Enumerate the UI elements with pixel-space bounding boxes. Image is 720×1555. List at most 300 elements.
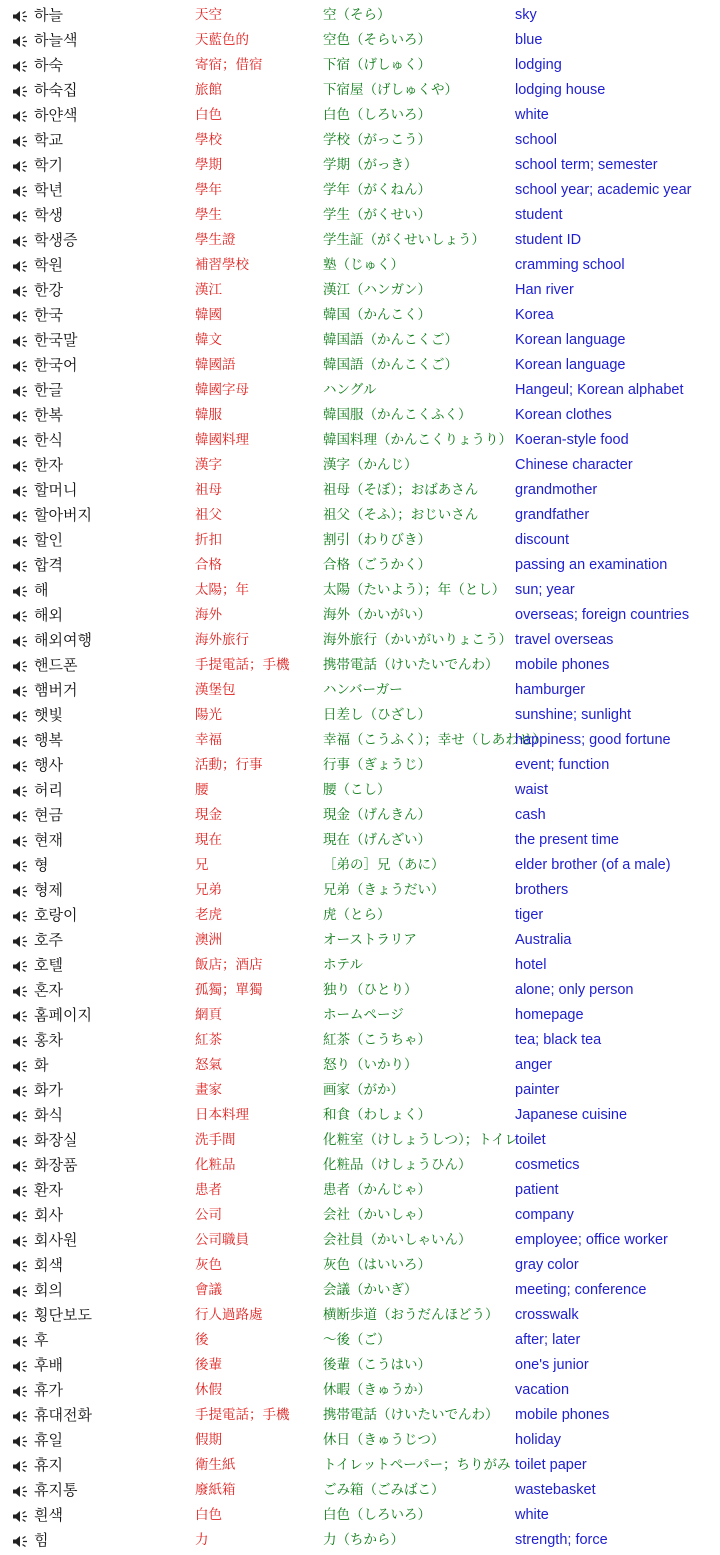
korean-word: 홍차 bbox=[34, 1031, 63, 1049]
hanja-word: 白色 bbox=[195, 107, 222, 123]
hanja-word: 行人過路處 bbox=[195, 1307, 263, 1323]
english-meaning: Koeran-style food bbox=[515, 432, 629, 448]
korean-word: 화식 bbox=[34, 1106, 63, 1124]
speaker-icon[interactable] bbox=[12, 1310, 29, 1323]
korean-word: 휴지 bbox=[34, 1456, 63, 1474]
japanese-word: 韓国服（かんこくふく） bbox=[323, 407, 472, 423]
hanja-word: 太陽；年 bbox=[195, 582, 249, 598]
japanese-word: 患者（かんじゃ） bbox=[323, 1182, 431, 1198]
vocab-row bbox=[0, 303, 720, 328]
english-meaning: grandfather bbox=[515, 507, 590, 523]
speaker-icon[interactable] bbox=[12, 1435, 29, 1448]
japanese-word: 太陽（たいよう）；年（とし） bbox=[323, 582, 506, 598]
speaker-icon[interactable] bbox=[12, 510, 29, 523]
speaker-icon[interactable] bbox=[12, 1335, 29, 1348]
hanja-word: 衛生紙 bbox=[195, 1457, 236, 1473]
vocab-row bbox=[0, 653, 720, 678]
vocab-row bbox=[0, 203, 720, 228]
vocab-row bbox=[0, 1203, 720, 1228]
japanese-word: 怒り（いかり） bbox=[323, 1057, 418, 1073]
japanese-word: 力（ちから） bbox=[323, 1532, 404, 1548]
japanese-word: 休暇（きゅうか） bbox=[323, 1382, 431, 1398]
english-meaning: tiger bbox=[515, 907, 544, 923]
speaker-icon[interactable] bbox=[12, 1535, 29, 1548]
korean-word: 형제 bbox=[34, 881, 63, 899]
vocab-row bbox=[0, 1053, 720, 1078]
speaker-icon[interactable] bbox=[12, 785, 29, 798]
vocab-row bbox=[0, 103, 720, 128]
english-meaning: Korean language bbox=[515, 332, 626, 348]
english-meaning: homepage bbox=[515, 1007, 584, 1023]
vocab-row bbox=[0, 1503, 720, 1528]
japanese-word: 後輩（こうはい） bbox=[323, 1357, 431, 1373]
speaker-icon[interactable] bbox=[12, 1210, 29, 1223]
korean-word: 화가 bbox=[34, 1081, 63, 1099]
hanja-word: 公司 bbox=[195, 1207, 222, 1223]
hanja-word: 幸福 bbox=[195, 732, 222, 748]
hanja-word: 紅茶 bbox=[195, 1032, 222, 1048]
speaker-icon[interactable] bbox=[12, 35, 29, 48]
english-meaning: the present time bbox=[515, 832, 619, 848]
korean-word: 호텔 bbox=[34, 956, 63, 974]
japanese-word: 韓国（かんこく） bbox=[323, 307, 431, 323]
english-meaning: elder brother (of a male) bbox=[515, 857, 671, 873]
vocab-row bbox=[0, 403, 720, 428]
speaker-icon[interactable] bbox=[12, 1185, 29, 1198]
english-meaning: company bbox=[515, 1207, 574, 1223]
speaker-icon[interactable] bbox=[12, 585, 29, 598]
english-meaning: Korean clothes bbox=[515, 407, 612, 423]
korean-word: 한국어 bbox=[34, 356, 78, 374]
speaker-icon[interactable] bbox=[12, 185, 29, 198]
speaker-icon[interactable] bbox=[12, 1510, 29, 1523]
japanese-word: 海外（かいがい） bbox=[323, 607, 431, 623]
japanese-word: 韓国語（かんこくご） bbox=[323, 357, 458, 373]
speaker-icon[interactable] bbox=[12, 135, 29, 148]
english-meaning: hamburger bbox=[515, 682, 586, 698]
japanese-word: 下宿（げしゅく） bbox=[323, 57, 431, 73]
hanja-word: 活動；行事 bbox=[195, 757, 263, 773]
korean-word: 호랑이 bbox=[34, 906, 78, 924]
hanja-word: 韓國語 bbox=[195, 357, 236, 373]
korean-word: 힘 bbox=[34, 1531, 49, 1549]
korean-word: 회사원 bbox=[34, 1231, 78, 1249]
hanja-word: 後 bbox=[195, 1332, 209, 1348]
japanese-word: 韓国語（かんこくご） bbox=[323, 332, 458, 348]
japanese-word: 行事（ぎょうじ） bbox=[323, 757, 431, 773]
speaker-icon[interactable] bbox=[12, 810, 29, 823]
english-meaning: after; later bbox=[515, 1332, 581, 1348]
speaker-icon[interactable] bbox=[12, 210, 29, 223]
korean-word: 휴지통 bbox=[34, 1481, 78, 1499]
vocab-row bbox=[0, 1478, 720, 1503]
vocab-row bbox=[0, 1378, 720, 1403]
english-meaning: sun; year bbox=[515, 582, 575, 598]
korean-word: 학교 bbox=[34, 131, 63, 149]
hanja-word: 漢江 bbox=[195, 282, 222, 298]
japanese-word: 祖母（そぼ）；おばあさん bbox=[323, 482, 479, 498]
english-meaning: Korean language bbox=[515, 357, 626, 373]
hanja-word: 天藍色的 bbox=[195, 32, 249, 48]
english-meaning: Korea bbox=[515, 307, 554, 323]
japanese-word: 独り（ひとり） bbox=[323, 982, 418, 998]
speaker-icon[interactable] bbox=[12, 485, 29, 498]
hanja-word: 韓國 bbox=[195, 307, 222, 323]
english-meaning: student bbox=[515, 207, 563, 223]
speaker-icon[interactable] bbox=[12, 710, 29, 723]
korean-word: 할아버지 bbox=[34, 506, 92, 524]
speaker-icon[interactable] bbox=[12, 360, 29, 373]
hanja-word: 力 bbox=[195, 1532, 209, 1548]
english-meaning: tea; black tea bbox=[515, 1032, 602, 1048]
speaker-icon[interactable] bbox=[12, 60, 29, 73]
hanja-word: 灰色 bbox=[195, 1257, 222, 1273]
vocab-row bbox=[0, 728, 720, 753]
hanja-word: 公司職員 bbox=[195, 1232, 249, 1248]
speaker-icon[interactable] bbox=[12, 85, 29, 98]
vocab-row bbox=[0, 128, 720, 153]
speaker-icon[interactable] bbox=[12, 285, 29, 298]
japanese-word: 化粧品（けしょうひん） bbox=[323, 1157, 472, 1173]
korean-word: 흰색 bbox=[34, 1506, 63, 1524]
vocab-row bbox=[0, 3, 720, 28]
hanja-word: 折扣 bbox=[195, 532, 222, 548]
speaker-icon[interactable] bbox=[12, 1485, 29, 1498]
korean-word: 횡단보도 bbox=[34, 1306, 92, 1324]
english-meaning: cramming school bbox=[515, 257, 625, 273]
korean-word: 회색 bbox=[34, 1256, 63, 1274]
speaker-icon[interactable] bbox=[12, 860, 29, 873]
vocab-row bbox=[0, 703, 720, 728]
english-meaning: Australia bbox=[515, 932, 572, 948]
vocab-row bbox=[0, 1303, 720, 1328]
hanja-word: 怒氣 bbox=[195, 1057, 222, 1073]
hanja-word: 學生 bbox=[195, 207, 222, 223]
speaker-icon[interactable] bbox=[12, 1110, 29, 1123]
hanja-word: 手提電話；手機 bbox=[195, 1407, 290, 1423]
hanja-word: 漢字 bbox=[195, 457, 222, 473]
japanese-word: ハンバーガー bbox=[323, 682, 403, 698]
hanja-word: 假期 bbox=[195, 1432, 222, 1448]
korean-word: 회의 bbox=[34, 1281, 63, 1299]
japanese-word: 割引（わりびき） bbox=[323, 532, 431, 548]
english-meaning: brothers bbox=[515, 882, 569, 898]
speaker-icon[interactable] bbox=[12, 985, 29, 998]
korean-word: 화장품 bbox=[34, 1156, 78, 1174]
korean-word: 학원 bbox=[34, 256, 63, 274]
korean-word: 학생증 bbox=[34, 231, 78, 249]
korean-word: 현재 bbox=[34, 831, 63, 849]
vocab-row bbox=[0, 1328, 720, 1353]
japanese-word: 横断歩道（おうだんほどう） bbox=[323, 1307, 499, 1323]
japanese-word: 学年（がくねん） bbox=[323, 182, 431, 198]
vocab-row bbox=[0, 353, 720, 378]
japanese-word: 白色（しろいろ） bbox=[323, 1507, 431, 1523]
english-meaning: mobile phones bbox=[515, 657, 610, 673]
japanese-word: 学生（がくせい） bbox=[323, 207, 431, 223]
korean-word: 화 bbox=[34, 1056, 49, 1074]
speaker-icon[interactable] bbox=[12, 1010, 29, 1023]
hanja-word: 化粧品 bbox=[195, 1157, 236, 1173]
speaker-icon[interactable] bbox=[12, 960, 29, 973]
english-meaning: overseas; foreign countries bbox=[515, 607, 690, 623]
english-meaning: gray color bbox=[515, 1257, 579, 1273]
hanja-word: 腰 bbox=[195, 782, 209, 798]
vocab-row bbox=[0, 228, 720, 253]
speaker-icon[interactable] bbox=[12, 1385, 29, 1398]
japanese-word: トイレットペーパー；ちりがみ bbox=[323, 1457, 511, 1473]
japanese-word: 学期（がっき） bbox=[323, 157, 418, 173]
japanese-word: 空色（そらいろ） bbox=[323, 32, 431, 48]
vocab-row bbox=[0, 53, 720, 78]
hanja-word: 韓國料理 bbox=[195, 432, 249, 448]
japanese-word: 幸福（こうふく）；幸せ（しあわせ） bbox=[323, 732, 546, 748]
korean-word: 한복 bbox=[34, 406, 63, 424]
speaker-icon[interactable] bbox=[12, 260, 29, 273]
japanese-word: ごみ箱（ごみばこ） bbox=[323, 1482, 445, 1498]
hanja-word: 現金 bbox=[195, 807, 222, 823]
korean-word: 해 bbox=[34, 581, 49, 599]
korean-word: 하늘 bbox=[34, 6, 63, 24]
hanja-word: 祖母 bbox=[195, 482, 222, 498]
speaker-icon[interactable] bbox=[12, 685, 29, 698]
english-meaning: event; function bbox=[515, 757, 610, 773]
vocab-row bbox=[0, 1178, 720, 1203]
speaker-icon[interactable] bbox=[12, 335, 29, 348]
hanja-word: 學期 bbox=[195, 157, 222, 173]
hanja-word: 寄宿；借宿 bbox=[195, 57, 263, 73]
vocab-row bbox=[0, 1103, 720, 1128]
vocab-row bbox=[0, 503, 720, 528]
speaker-icon[interactable] bbox=[12, 1285, 29, 1298]
japanese-word: 韓国料理（かんこくりょうり） bbox=[323, 432, 512, 448]
speaker-icon[interactable] bbox=[12, 1410, 29, 1423]
korean-word: 하얀색 bbox=[34, 106, 78, 124]
vocab-row bbox=[0, 753, 720, 778]
japanese-word: ホームページ bbox=[323, 1007, 404, 1023]
speaker-icon[interactable] bbox=[12, 1085, 29, 1098]
english-meaning: strength; force bbox=[515, 1532, 608, 1548]
japanese-word: ハングル bbox=[323, 382, 377, 398]
hanja-word: 休假 bbox=[195, 1382, 222, 1398]
speaker-icon[interactable] bbox=[12, 1360, 29, 1373]
english-meaning: happiness; good fortune bbox=[515, 732, 671, 748]
english-meaning: cosmetics bbox=[515, 1157, 580, 1173]
vocab-row bbox=[0, 378, 720, 403]
english-meaning: Han river bbox=[515, 282, 574, 298]
japanese-word: 画家（がか） bbox=[323, 1082, 404, 1098]
speaker-icon[interactable] bbox=[12, 760, 29, 773]
korean-word: 후 bbox=[34, 1331, 49, 1349]
hanja-word: 學校 bbox=[195, 132, 222, 148]
korean-word: 한글 bbox=[34, 381, 63, 399]
english-meaning: grandmother bbox=[515, 482, 598, 498]
vocab-row bbox=[0, 328, 720, 353]
english-meaning: meeting; conference bbox=[515, 1282, 647, 1298]
vocabulary-list bbox=[0, 3, 720, 1553]
vocab-row bbox=[0, 528, 720, 553]
hanja-word: 會議 bbox=[195, 1282, 222, 1298]
hanja-word: 海外旅行 bbox=[195, 632, 249, 648]
korean-word: 할인 bbox=[34, 531, 63, 549]
korean-word: 현금 bbox=[34, 806, 63, 824]
speaker-icon[interactable] bbox=[12, 560, 29, 573]
korean-word: 호주 bbox=[34, 931, 63, 949]
hanja-word: 洗手間 bbox=[195, 1132, 236, 1148]
japanese-word: 合格（ごうかく） bbox=[323, 557, 431, 573]
speaker-icon[interactable] bbox=[12, 10, 29, 23]
hanja-word: 補習學校 bbox=[195, 257, 249, 273]
hanja-word: 畫家 bbox=[195, 1082, 222, 1098]
japanese-word: オーストラリア bbox=[323, 932, 417, 948]
korean-word: 휴가 bbox=[34, 1381, 63, 1399]
vocab-row bbox=[0, 1128, 720, 1153]
english-meaning: cash bbox=[515, 807, 546, 823]
speaker-icon[interactable] bbox=[12, 1260, 29, 1273]
english-meaning: travel overseas bbox=[515, 632, 614, 648]
korean-word: 환자 bbox=[34, 1181, 63, 1199]
korean-word: 하숙집 bbox=[34, 81, 78, 99]
speaker-icon[interactable] bbox=[12, 885, 29, 898]
japanese-word: 休日（きゅうじつ） bbox=[323, 1432, 445, 1448]
speaker-icon[interactable] bbox=[12, 1135, 29, 1148]
vocab-row bbox=[0, 803, 720, 828]
japanese-word: 会社（かいしゃ） bbox=[323, 1207, 431, 1223]
japanese-word: 会社員（かいしゃいん） bbox=[323, 1232, 472, 1248]
english-meaning: lodging house bbox=[515, 82, 606, 98]
english-meaning: blue bbox=[515, 32, 543, 48]
japanese-word: 現金（げんきん） bbox=[323, 807, 431, 823]
speaker-icon[interactable] bbox=[12, 1235, 29, 1248]
speaker-icon[interactable] bbox=[12, 160, 29, 173]
hanja-word: 天空 bbox=[195, 7, 222, 23]
korean-word: 혼자 bbox=[34, 981, 63, 999]
hanja-word: 兄弟 bbox=[195, 882, 222, 898]
vocab-row bbox=[0, 1028, 720, 1053]
japanese-word: ～後（ご） bbox=[323, 1332, 391, 1348]
english-meaning: painter bbox=[515, 1082, 560, 1098]
speaker-icon[interactable] bbox=[12, 660, 29, 673]
hanja-word: 學年 bbox=[195, 182, 222, 198]
vocab-row bbox=[0, 278, 720, 303]
english-meaning: lodging bbox=[515, 57, 562, 73]
korean-word: 해외 bbox=[34, 606, 63, 624]
vocab-row bbox=[0, 878, 720, 903]
vocab-row bbox=[0, 853, 720, 878]
speaker-icon[interactable] bbox=[12, 235, 29, 248]
vocab-row bbox=[0, 903, 720, 928]
hanja-word: 孤獨；單獨 bbox=[195, 982, 263, 998]
korean-word: 핸드폰 bbox=[34, 656, 78, 674]
english-meaning: Chinese character bbox=[515, 457, 633, 473]
speaker-icon[interactable] bbox=[12, 935, 29, 948]
english-meaning: hotel bbox=[515, 957, 547, 973]
hanja-word: 白色 bbox=[195, 1507, 222, 1523]
english-meaning: one's junior bbox=[515, 1357, 589, 1373]
hanja-word: 陽光 bbox=[195, 707, 222, 723]
speaker-icon[interactable] bbox=[12, 610, 29, 623]
speaker-icon[interactable] bbox=[12, 1035, 29, 1048]
hanja-word: 海外 bbox=[195, 607, 222, 623]
speaker-icon[interactable] bbox=[12, 310, 29, 323]
speaker-icon[interactable] bbox=[12, 1460, 29, 1473]
korean-word: 합격 bbox=[34, 556, 63, 574]
japanese-word: 祖父（そふ）；おじいさん bbox=[323, 507, 479, 523]
japanese-word: ホテル bbox=[323, 957, 363, 973]
speaker-icon[interactable] bbox=[12, 460, 29, 473]
english-meaning: white bbox=[515, 107, 549, 123]
korean-word: 한자 bbox=[34, 456, 63, 474]
speaker-icon[interactable] bbox=[12, 835, 29, 848]
english-meaning: school year; academic year bbox=[515, 182, 692, 198]
english-meaning: alone; only person bbox=[515, 982, 634, 998]
english-meaning: wastebasket bbox=[515, 1482, 596, 1498]
vocab-row bbox=[0, 153, 720, 178]
vocab-row bbox=[0, 253, 720, 278]
japanese-word: 携帯電話（けいたいでんわ） bbox=[323, 1407, 499, 1423]
korean-word: 휴대전화 bbox=[34, 1406, 92, 1424]
speaker-icon[interactable] bbox=[12, 735, 29, 748]
vocab-row bbox=[0, 178, 720, 203]
speaker-icon[interactable] bbox=[12, 1160, 29, 1173]
hanja-word: 漢堡包 bbox=[195, 682, 236, 698]
english-meaning: toilet bbox=[515, 1132, 546, 1148]
japanese-word: 漢字（かんじ） bbox=[323, 457, 418, 473]
hanja-word: 廢紙箱 bbox=[195, 1482, 236, 1498]
hanja-word: 韓服 bbox=[195, 407, 222, 423]
japanese-word: 虎（とら） bbox=[323, 907, 391, 923]
english-meaning: anger bbox=[515, 1057, 553, 1073]
vocab-row bbox=[0, 78, 720, 103]
korean-word: 휴일 bbox=[34, 1431, 63, 1449]
speaker-icon[interactable] bbox=[12, 635, 29, 648]
korean-word: 한국말 bbox=[34, 331, 78, 349]
english-meaning: Hangeul; Korean alphabet bbox=[515, 382, 684, 398]
hanja-word: 兄 bbox=[195, 857, 209, 873]
speaker-icon[interactable] bbox=[12, 910, 29, 923]
hanja-word: 手提電話；手機 bbox=[195, 657, 290, 673]
korean-word: 회사 bbox=[34, 1206, 63, 1224]
english-meaning: toilet paper bbox=[515, 1457, 587, 1473]
japanese-word: 空（そら） bbox=[323, 7, 391, 23]
speaker-icon[interactable] bbox=[12, 110, 29, 123]
speaker-icon[interactable] bbox=[12, 1060, 29, 1073]
korean-word: 행복 bbox=[34, 731, 63, 749]
hanja-word: 網頁 bbox=[195, 1007, 222, 1023]
vocab-row bbox=[0, 578, 720, 603]
english-meaning: sky bbox=[515, 7, 537, 23]
speaker-icon[interactable] bbox=[12, 385, 29, 398]
korean-word: 햇빛 bbox=[34, 706, 63, 724]
korean-word: 후배 bbox=[34, 1356, 63, 1374]
vocab-row bbox=[0, 678, 720, 703]
vocab-row bbox=[0, 628, 720, 653]
speaker-icon[interactable] bbox=[12, 535, 29, 548]
hanja-word: 後輩 bbox=[195, 1357, 222, 1373]
english-meaning: passing an examination bbox=[515, 557, 668, 573]
hanja-word: 合格 bbox=[195, 557, 222, 573]
english-meaning: mobile phones bbox=[515, 1407, 610, 1423]
hanja-word: 澳洲 bbox=[195, 932, 222, 948]
vocab-row bbox=[0, 1353, 720, 1378]
hanja-word: 患者 bbox=[195, 1182, 222, 1198]
japanese-word: 現在（げんざい） bbox=[323, 832, 431, 848]
korean-word: 하숙 bbox=[34, 56, 63, 74]
vocab-row bbox=[0, 928, 720, 953]
speaker-icon[interactable] bbox=[12, 410, 29, 423]
speaker-icon[interactable] bbox=[12, 435, 29, 448]
japanese-word: 海外旅行（かいがいりょこう） bbox=[323, 632, 512, 648]
